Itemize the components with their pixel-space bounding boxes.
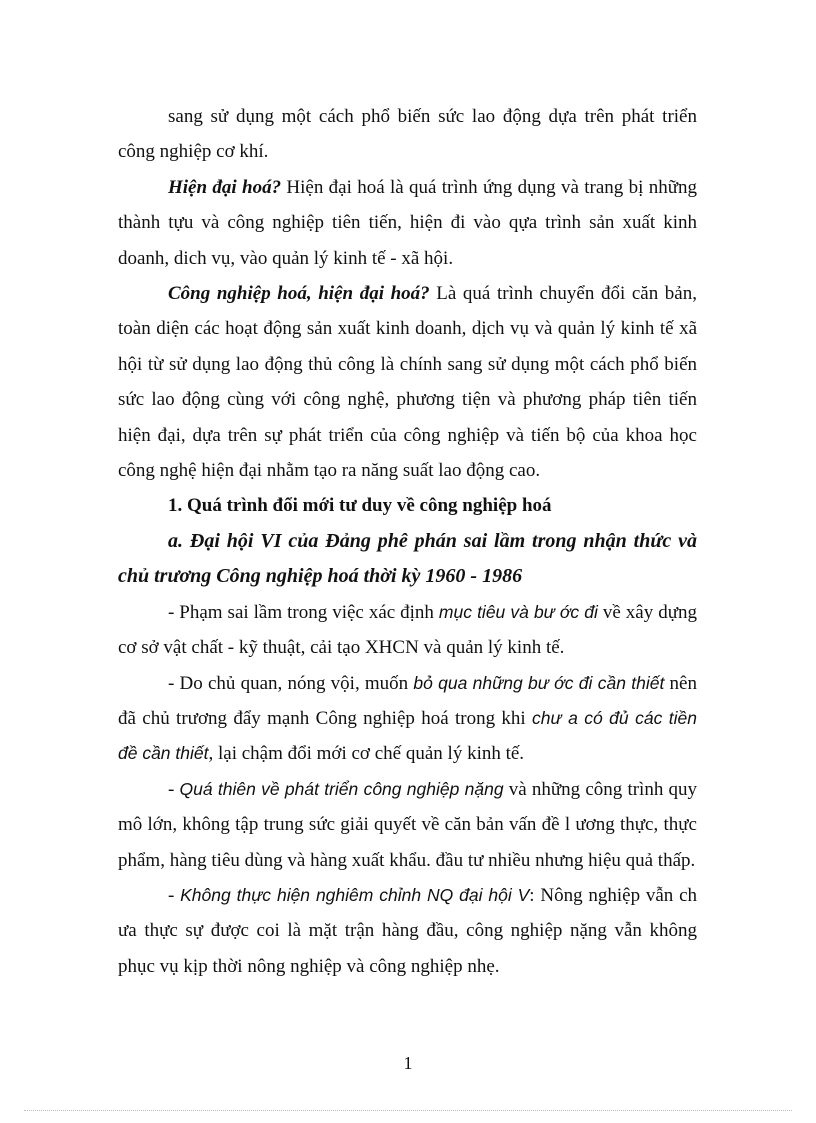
bullet-text: - Do chủ quan, nóng vội, muốn <box>168 672 414 694</box>
paragraph-continuation <box>118 99 697 170</box>
paragraph-modernization <box>118 170 697 276</box>
bullet-emphasis: Quá thiên về phát triển công nghiệp nặng <box>179 778 504 799</box>
bullet-text: : Nông nghiệp vẫn ch ưa thực sự được coi là mặt trận hàng đầu, công nghiệp nặng vẫn không phục vụ kịp thời nông nghiệp và công nghiệp nhẹ. <box>118 884 698 977</box>
bullet-text: về xây dựng cơ sở vật chất - kỹ thuật, cải tạo XHCN và quản lý kinh tế. <box>118 601 697 659</box>
term-modernization: Hiện đại hoá? <box>168 176 282 198</box>
bullet-item <box>118 878 697 984</box>
bullet-text: - Phạm sai lầm trong việc xác định <box>168 601 439 623</box>
paragraph-text: sang sử dụng một cách phổ biến sức lao động dựa trên phát triển công nghiệp cơ khí. <box>118 106 697 163</box>
bullet-emphasis: Không thực hiện nghiêm chỉnh NQ đại hội V <box>180 884 530 905</box>
section-heading: 1. Quá trình đổi mới tư duy về công nghiệp hoá <box>168 495 552 517</box>
document-body <box>118 99 697 984</box>
bullet-text: và những công trình quy mô lớn, không tập trung sức giải quyết về căn bản vấn đề l ương thực, thực phẩm, hàng tiêu dùng và hàng xuất khẩu. đầu tư nhiều nhưng hiệu quả thấp. <box>118 778 698 871</box>
bullet-item <box>118 666 697 772</box>
bullet-item <box>118 595 697 666</box>
bullet-emphasis: bỏ qua những bư ớc đi cần thiết <box>413 672 665 693</box>
paragraph-industrialization <box>118 276 697 488</box>
bullet-text: - <box>168 778 180 800</box>
paragraph-text: Là quá trình chuyển đổi căn bản, toàn diện các hoạt động sản xuất kinh doanh, dịch vụ và quản lý kinh tế xã hội từ sử dụng lao động thủ công là chính sang sử dụng một cách phổ biến sức lao động cùng với công nghệ, phương tiện và phương pháp tiên tiến hiện đại, dựa trên sự phát triển của công nghiệp và tiến bộ của khoa học công nghệ hiện đại nhằm tạo ra năng suất lao động cao. <box>118 283 697 482</box>
bullet-text: - <box>168 884 181 906</box>
bullet-text: nên đã chủ trương đẩy mạnh Công nghiệp hoá trong khi <box>118 672 697 729</box>
footer-divider <box>24 1110 792 1111</box>
paragraph-text: Hiện đại hoá là quá trình ứng dụng và trang bị những thành tựu và công nghiệp tiên tiến, hiện đi vào qựa trình sản xuất kinh doanh, dich vụ, vào quản lý kinh tế - xã hội. <box>118 176 697 269</box>
page-number: 1 <box>403 1053 413 1073</box>
subsection-heading: a. Đại hội VI của Đảng phê phán sai lầm trong nhận thức và chủ trương Công nghiệp hoá thời kỳ 1960 - 1986 <box>118 529 697 588</box>
bullet-emphasis: chư a có đủ các tiền đề cần thiết <box>118 707 697 764</box>
bullet-emphasis: mục tiêu và bư ớc đi <box>438 601 598 622</box>
bullet-text: , lại chậm đổi mới cơ chế quản lý kinh tế. <box>208 743 525 765</box>
bullet-item <box>118 772 697 878</box>
term-industrialization: Công nghiệp hoá, hiện đại hoá? <box>168 283 430 305</box>
